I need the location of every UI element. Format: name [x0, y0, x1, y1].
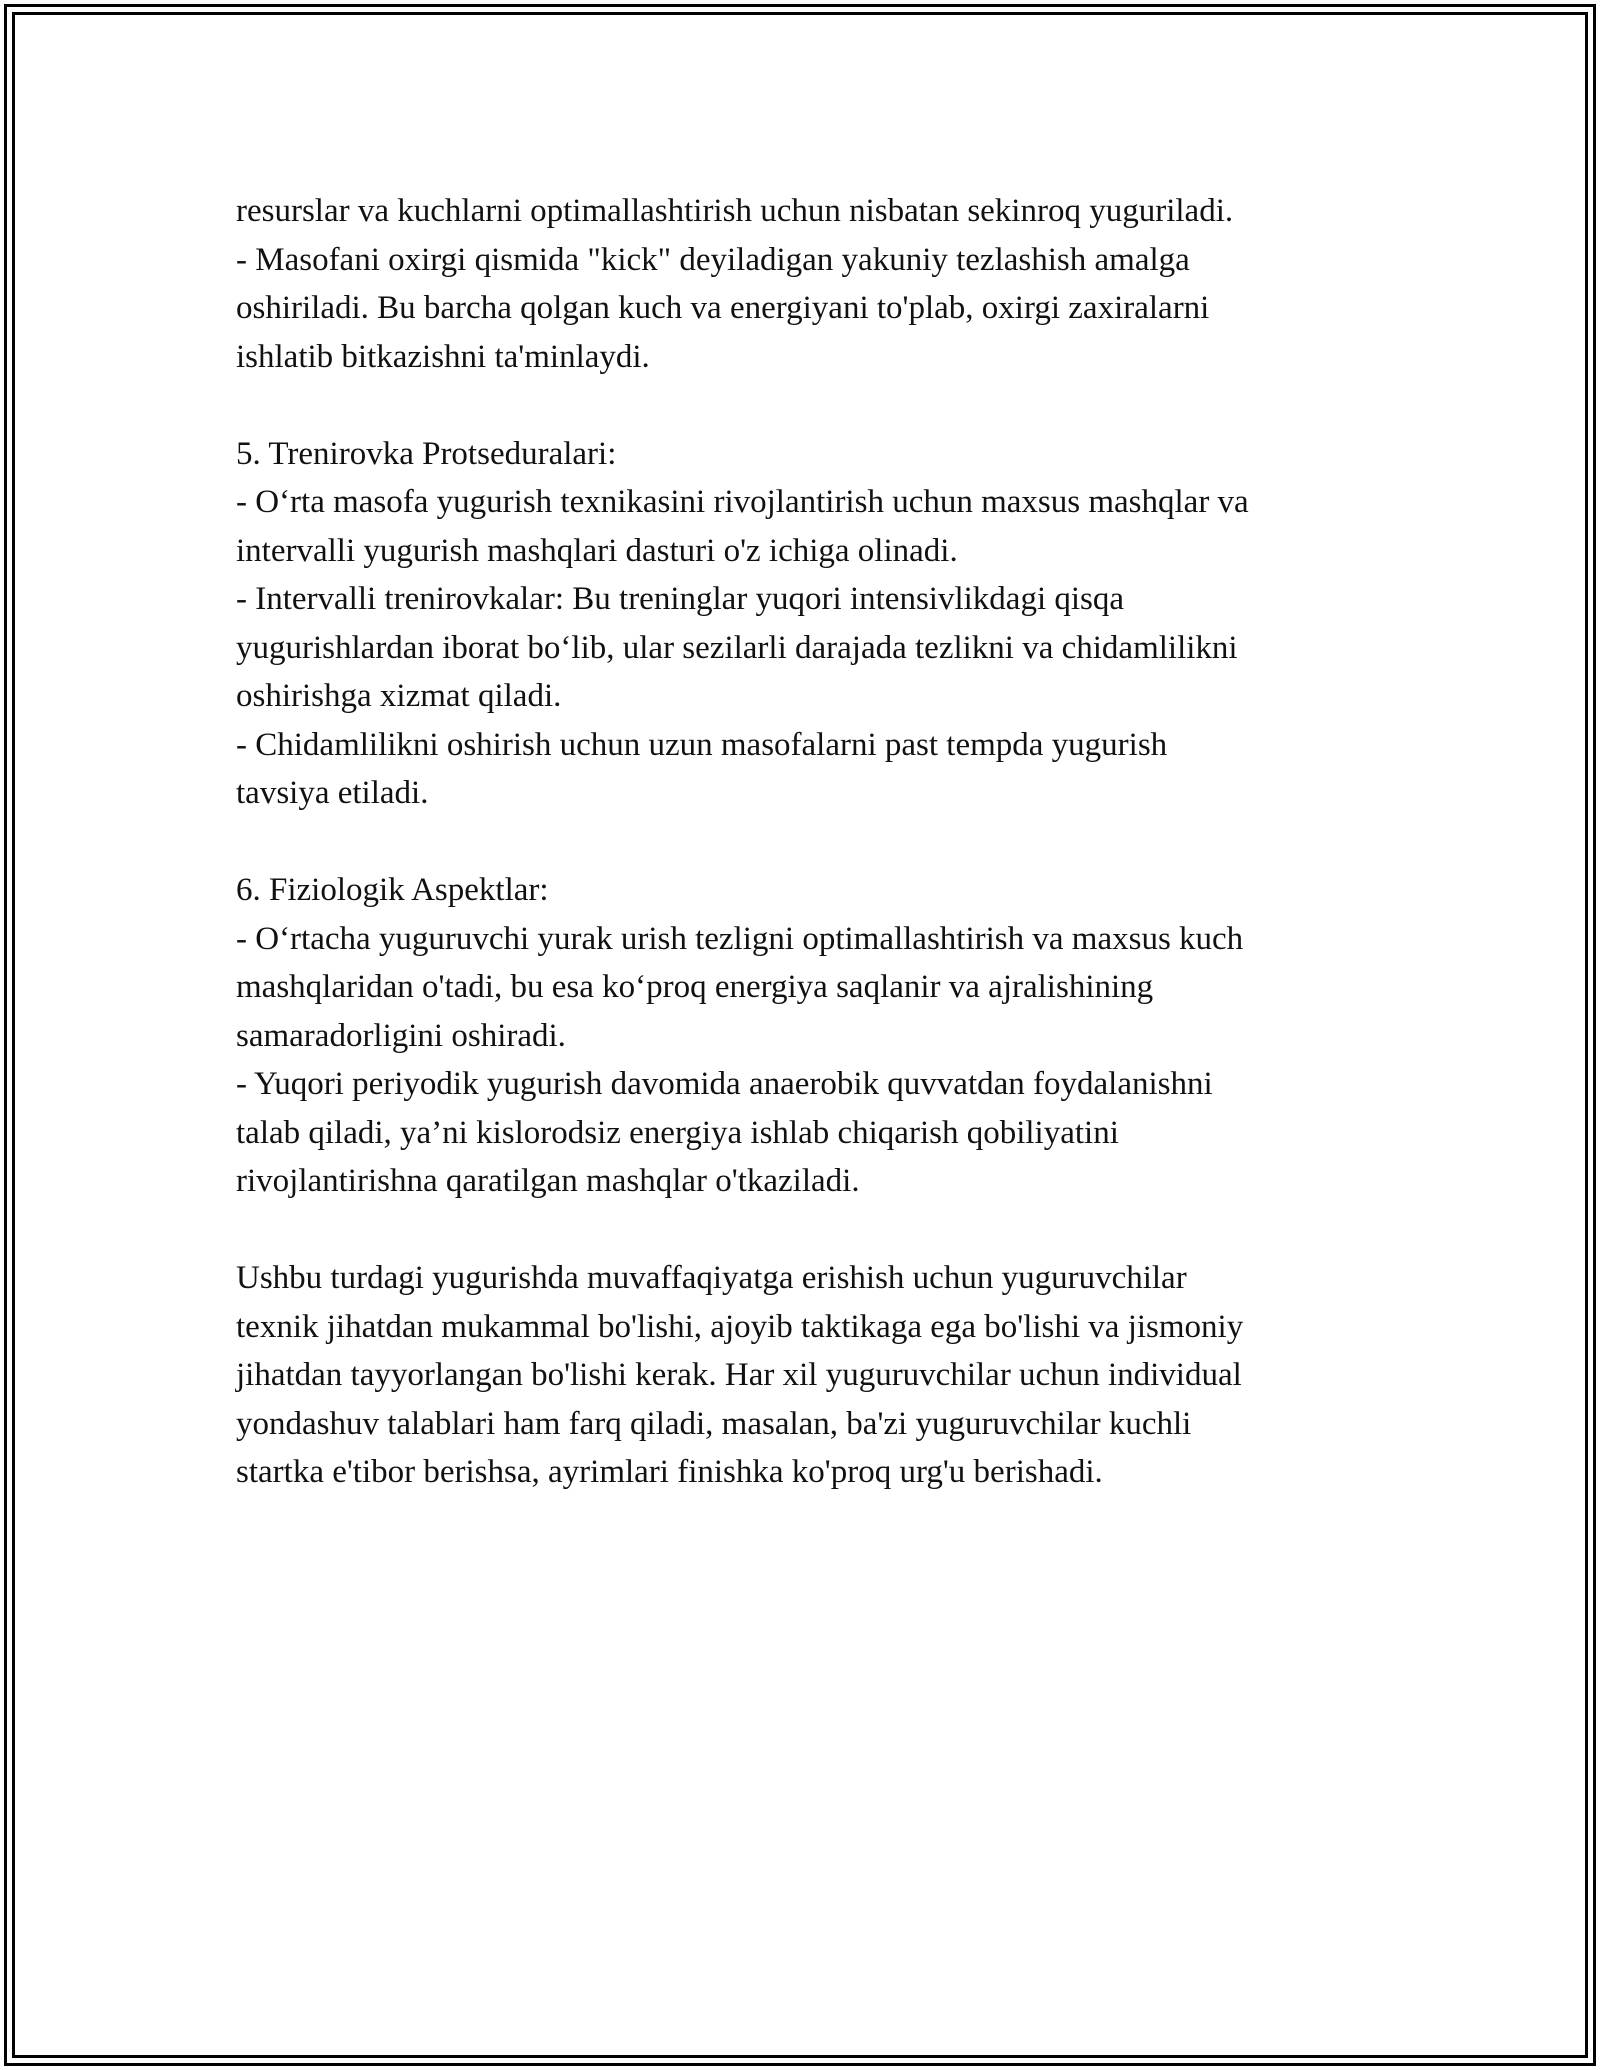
section-training-procedures — [236, 430, 1386, 818]
section-heading: 6. Fiziologik Aspektlar: — [236, 872, 549, 908]
paragraph-spacer — [236, 381, 1386, 430]
text-line: - Yuqori periyodik yugurish davomida anaerobik quvvatdan foydalanishni — [236, 1066, 1213, 1102]
paragraph-running-strategy — [236, 187, 1386, 381]
text-line: talab qiladi, ya’ni kislorodsiz energiya ishlab chiqarish qobiliyatini — [236, 1114, 1119, 1151]
paragraph-spacer — [236, 818, 1386, 867]
text-line: texnik jihatdan mukammal bo'lishi, ajoyib taktikaga ega bo'lishi va jismoniy — [236, 1308, 1244, 1345]
text-line: yugurishlardan iborat boʻlib, ular sezilarli darajada tezlikni va chidamlilikni — [236, 629, 1238, 666]
text-line: samaradorligini oshiradi. — [236, 1017, 566, 1054]
text-line: - Chidamlilikni oshirish uchun uzun masofalarni past tempda yugurish — [236, 726, 1168, 763]
text-line: jihatdan tayyorlangan bo'lishi kerak. Har xil yuguruvchilar uchun individual — [236, 1357, 1242, 1393]
text-line: resurslar va kuchlarni optimallashtirish uchun nisbatan sekinroq yuguriladi. — [236, 193, 1234, 229]
paragraph-spacer — [236, 1206, 1386, 1255]
text-line: yondashuv talablari ham farq qiladi, masalan, ba'zi yuguruvchilar kuchli — [236, 1405, 1192, 1442]
text-line: intervalli yugurish mashqlari dasturi o'z ichiga olinadi. — [236, 532, 958, 569]
text-line: ishlatib bitkazishni ta'minlaydi. — [236, 338, 650, 375]
text-line: - Intervalli trenirovkalar: Bu treninglar yuqori intensivlikdagi qisqa — [236, 581, 1125, 617]
text-line: tavsiya etiladi. — [236, 775, 429, 811]
section-physiological-aspects — [236, 866, 1386, 1206]
text-line: oshiriladi. Bu barcha qolgan kuch va energiyani to'plab, oxirgi zaxiralarni — [236, 290, 1210, 326]
text-line: - Oʻrtacha yuguruvchi yurak urish tezligni optimallashtirish va maxsus kuch — [236, 920, 1244, 957]
text-line: startka e'tibor berishsa, ayrimlari finishka ko'proq urg'u berishadi. — [236, 1454, 1103, 1490]
text-line: mashqlaridan o'tadi, bu esa koʻproq energiya saqlanir va ajralishining — [236, 969, 1154, 1005]
text-line: - Masofani oxirgi qismida "kick" deyiladigan yakuniy tezlashish amalga — [236, 241, 1190, 278]
text-line: rivojlantirishna qaratilgan mashqlar o'tkaziladi. — [236, 1163, 860, 1199]
paragraph-conclusion — [236, 1254, 1386, 1497]
text-line: Ushbu turdagi yugurishda muvaffaqiyatga erishish uchun yuguruvchilar — [236, 1260, 1187, 1296]
text-line: oshirishga xizmat qiladi. — [236, 678, 562, 714]
section-heading: 5. Trenirovka Protseduralari: — [236, 435, 617, 472]
text-line: - Oʻrta masofa yugurish texnikasini rivojlantirish uchun maxsus mashqlar va — [236, 484, 1249, 520]
document-body — [236, 187, 1386, 1497]
